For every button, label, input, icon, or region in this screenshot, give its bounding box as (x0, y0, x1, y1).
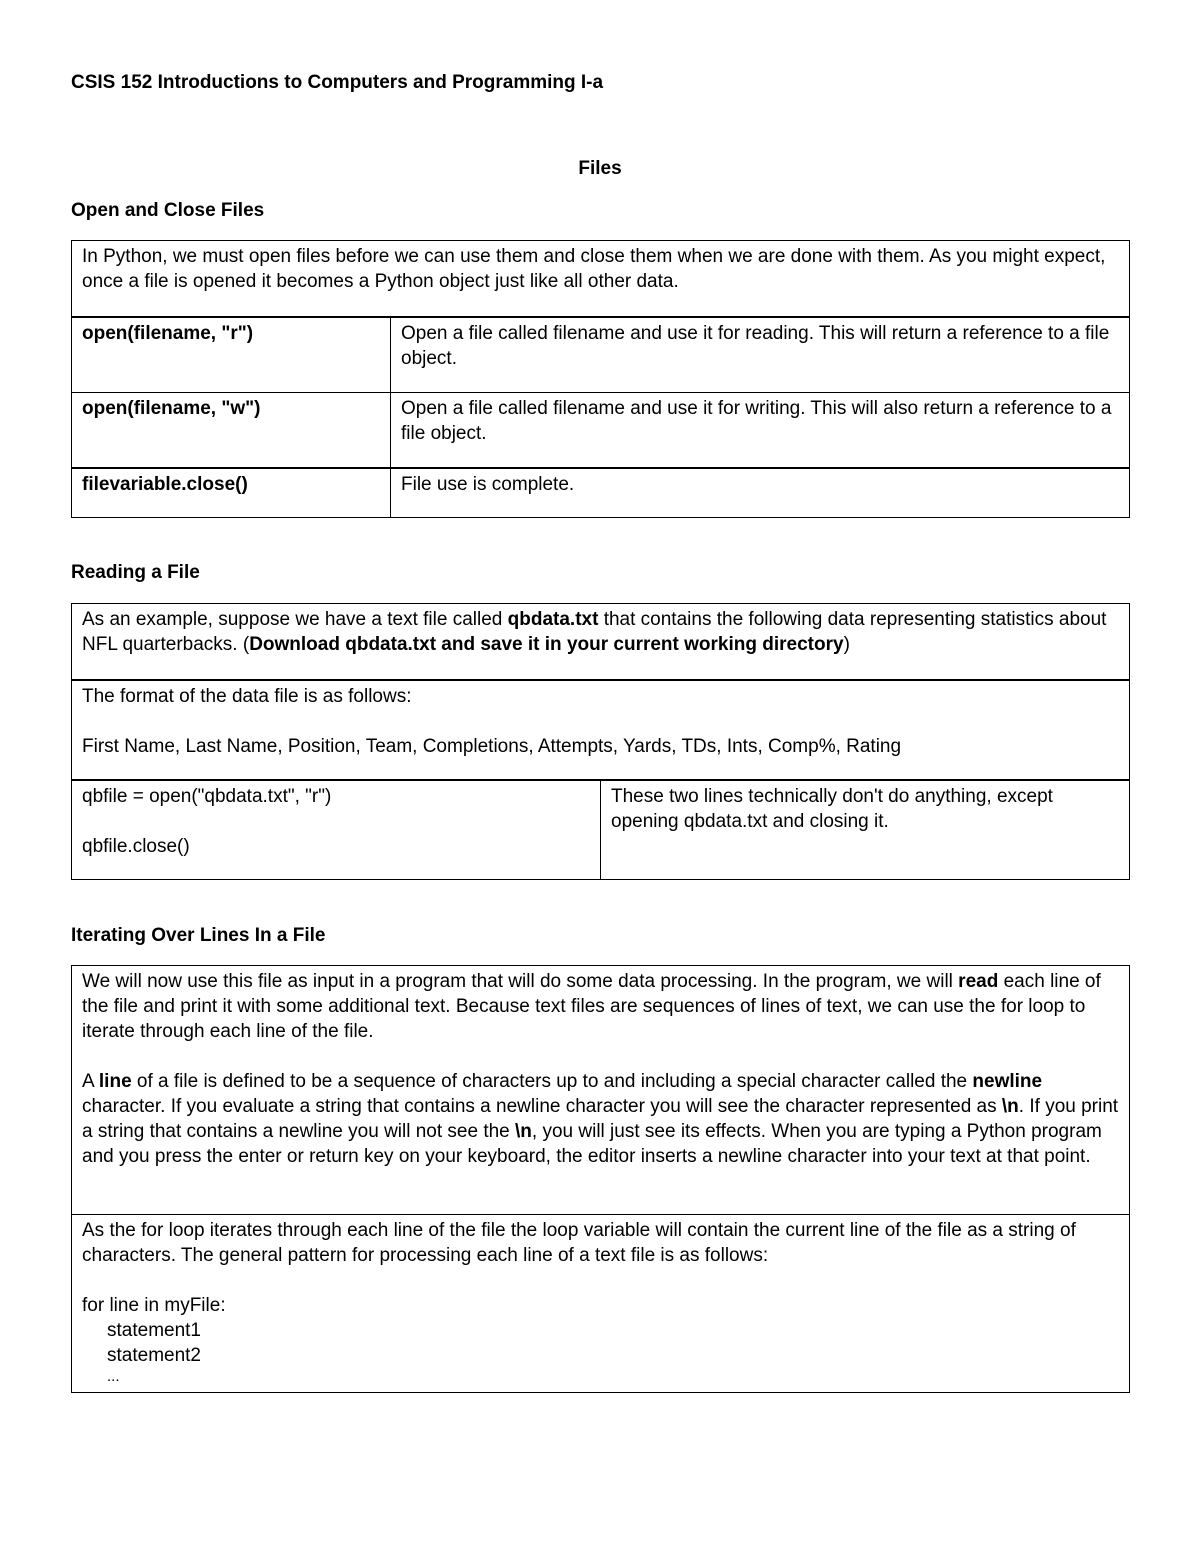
bold-escape: \n (1001, 1096, 1019, 1117)
reading-intro (72, 604, 1130, 680)
course-title: CSIS 152 Introductions to Computers and Programming I-a (71, 72, 604, 93)
loop-pattern-cell (72, 1215, 1130, 1393)
code-close-line: qbfile.close() (82, 835, 190, 857)
bold-newline: newline (972, 1071, 1043, 1092)
text-span: each line of the file and print it with some additional text. Because text files are sequences of lines of text, we can use the for loop to iterate through each line of the file. (82, 971, 1101, 1042)
section-heading-iterating: Iterating Over Lines In a File (71, 925, 326, 946)
text-span: We will now use this file as input in a program that will do some data processing. In the program, we will (82, 971, 959, 992)
bold-escape: \n (515, 1121, 532, 1142)
bold-read: read (958, 971, 999, 992)
code-open-line: qbfile = open("qbdata.txt", "r") (82, 785, 332, 807)
loop-statement-2: statement2 (107, 1345, 201, 1366)
section-heading-reading: Reading a File (71, 562, 200, 583)
section-heading-open-close: Open and Close Files (71, 200, 265, 221)
download-instruction: Download qbdata.txt and save it in your current working directory (249, 634, 844, 655)
format-cell (72, 680, 1130, 780)
format-fields: First Name, Last Name, Position, Team, Completions, Attempts, Yards, TDs, Ints, Comp%, Rating (82, 735, 902, 757)
text-span: . If you print a string that contains a newline you will not see the (82, 1096, 1119, 1142)
document-title: Files (578, 158, 622, 179)
desc-open-write: Open a file called filename and use it for writing. This will also return a reference to a file object. (391, 393, 1130, 468)
text-span: of a file is defined to be a sequence of characters up to and including a special character called the (131, 1071, 973, 1092)
open-close-intro: In Python, we must open files before we can use them and close them when we are done with them. As you might expect, once a file is opened it becomes a Python object just like all other data. (72, 241, 1130, 317)
bold-line: line (98, 1071, 132, 1092)
loop-pattern-text: As the for loop iterates through each line of the file the loop variable will contain the current line of the file as a string of characters. The general pattern for processing each line of a text file is as follows: (82, 1220, 1076, 1266)
iterating-paragraph-2 (82, 1069, 1119, 1169)
code-open-read: open(filename, "r") (72, 317, 391, 393)
text-span: character. If you evaluate a string that contains a newline character you will see the character represented as (82, 1096, 1002, 1117)
text-span: ) (843, 634, 850, 655)
code-open-write: open(filename, "w") (72, 393, 391, 468)
code-close: filevariable.close() (72, 468, 391, 518)
text-span: As an example, suppose we have a text file called (82, 609, 508, 630)
text-span: that contains the following data representing statistics about NFL quarterbacks. ( (82, 609, 1107, 655)
loop-statement-1: statement1 (107, 1320, 201, 1341)
iterating-paragraph-1 (82, 969, 1119, 1044)
format-label: The format of the data file is as follows: (82, 685, 412, 707)
filename-bold: qbdata.txt (507, 609, 599, 630)
iterating-explanation (72, 966, 1130, 1215)
code-cell (72, 780, 601, 880)
code-desc: These two lines technically don't do anything, except opening qbdata.txt and closing it. (601, 780, 1130, 880)
open-close-table (71, 240, 1130, 518)
desc-close: File use is complete. (391, 468, 1130, 518)
iterating-table (71, 965, 1130, 1393)
desc-open-read: Open a file called filename and use it for reading. This will return a reference to a file object. (391, 317, 1130, 393)
text-span: A (82, 1071, 99, 1092)
loop-header-line: for line in myFile: (82, 1295, 226, 1316)
loop-ellipsis: ... (107, 1368, 120, 1385)
text-span: , you will just see its effects. When you are typing a Python program and you press the enter or return key on your keyboard, the editor inserts a newline character into your text at that point. (82, 1121, 1102, 1167)
reading-table (71, 603, 1130, 880)
